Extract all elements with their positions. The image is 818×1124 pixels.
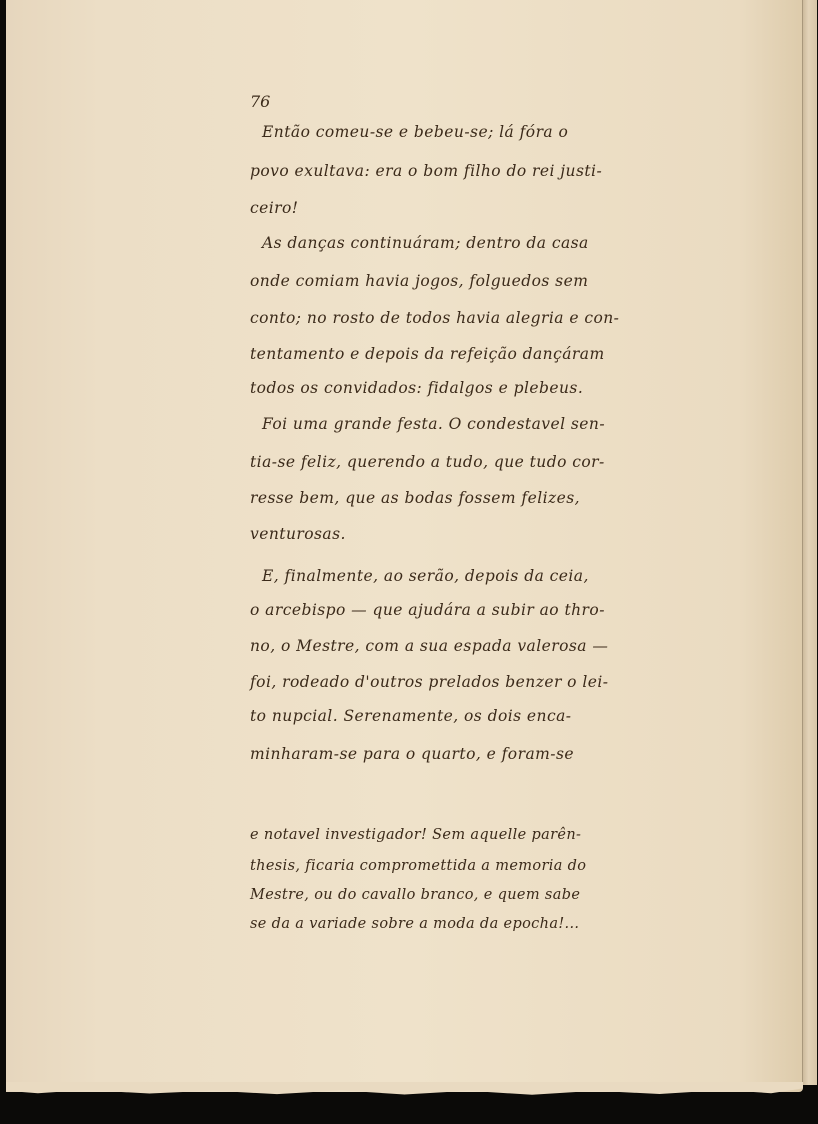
manuscript-line: venturosas. (250, 525, 346, 543)
manuscript-line: As danças continuáram; dentro da casa (262, 234, 589, 252)
manuscript-line: conto; no rosto de todos havia alegria e con- (250, 309, 620, 327)
manuscript-line: todos os convidados: fidalgos e plebeus. (250, 379, 584, 397)
manuscript-line: e notavel investigador! Sem aquelle parên- (250, 827, 582, 843)
manuscript-line: Mestre, ou do cavallo branco, e quem sabe (250, 887, 581, 903)
next-page-edge (802, 0, 817, 1085)
manuscript-line: ceiro! (250, 199, 299, 217)
manuscript-line: onde comiam havia jogos, folguedos sem (250, 272, 589, 290)
manuscript-line: minharam-se para o quarto, e foram-se (250, 745, 575, 763)
manuscript-line: tentamento e depois da refeição dançáram (250, 345, 605, 363)
page-bottom-edge (6, 1082, 803, 1098)
manuscript-line: tia-se feliz, querendo a tudo, que tudo cor- (250, 453, 605, 471)
page-number: 76 (250, 92, 271, 111)
manuscript-line: o arcebispo — que ajudára a subir ao thro- (250, 601, 605, 619)
manuscript-line: Então comeu-se e bebeu-se; lá fóra o (262, 123, 569, 141)
manuscript-line: resse bem, que as bodas fossem felizes, (250, 489, 581, 507)
manuscript-line: thesis, ficaria compromettida a memoria do (250, 858, 587, 874)
manuscript-line: se da a variade sobre a moda da epocha!... (250, 916, 580, 932)
manuscript-line: Foi uma grande festa. O condestavel sen- (262, 415, 606, 433)
manuscript-line: E, finalmente, ao serão, depois da ceia, (262, 567, 589, 585)
manuscript-line: povo exultava: era o bom filho do rei justi- (250, 162, 603, 180)
manuscript-line: foi, rodeado d'outros prelados benzer o lei- (250, 673, 609, 691)
manuscript-line: to nupcial. Serenamente, os dois enca- (250, 707, 572, 725)
manuscript-line: no, o Mestre, com a sua espada valerosa — (250, 637, 609, 655)
